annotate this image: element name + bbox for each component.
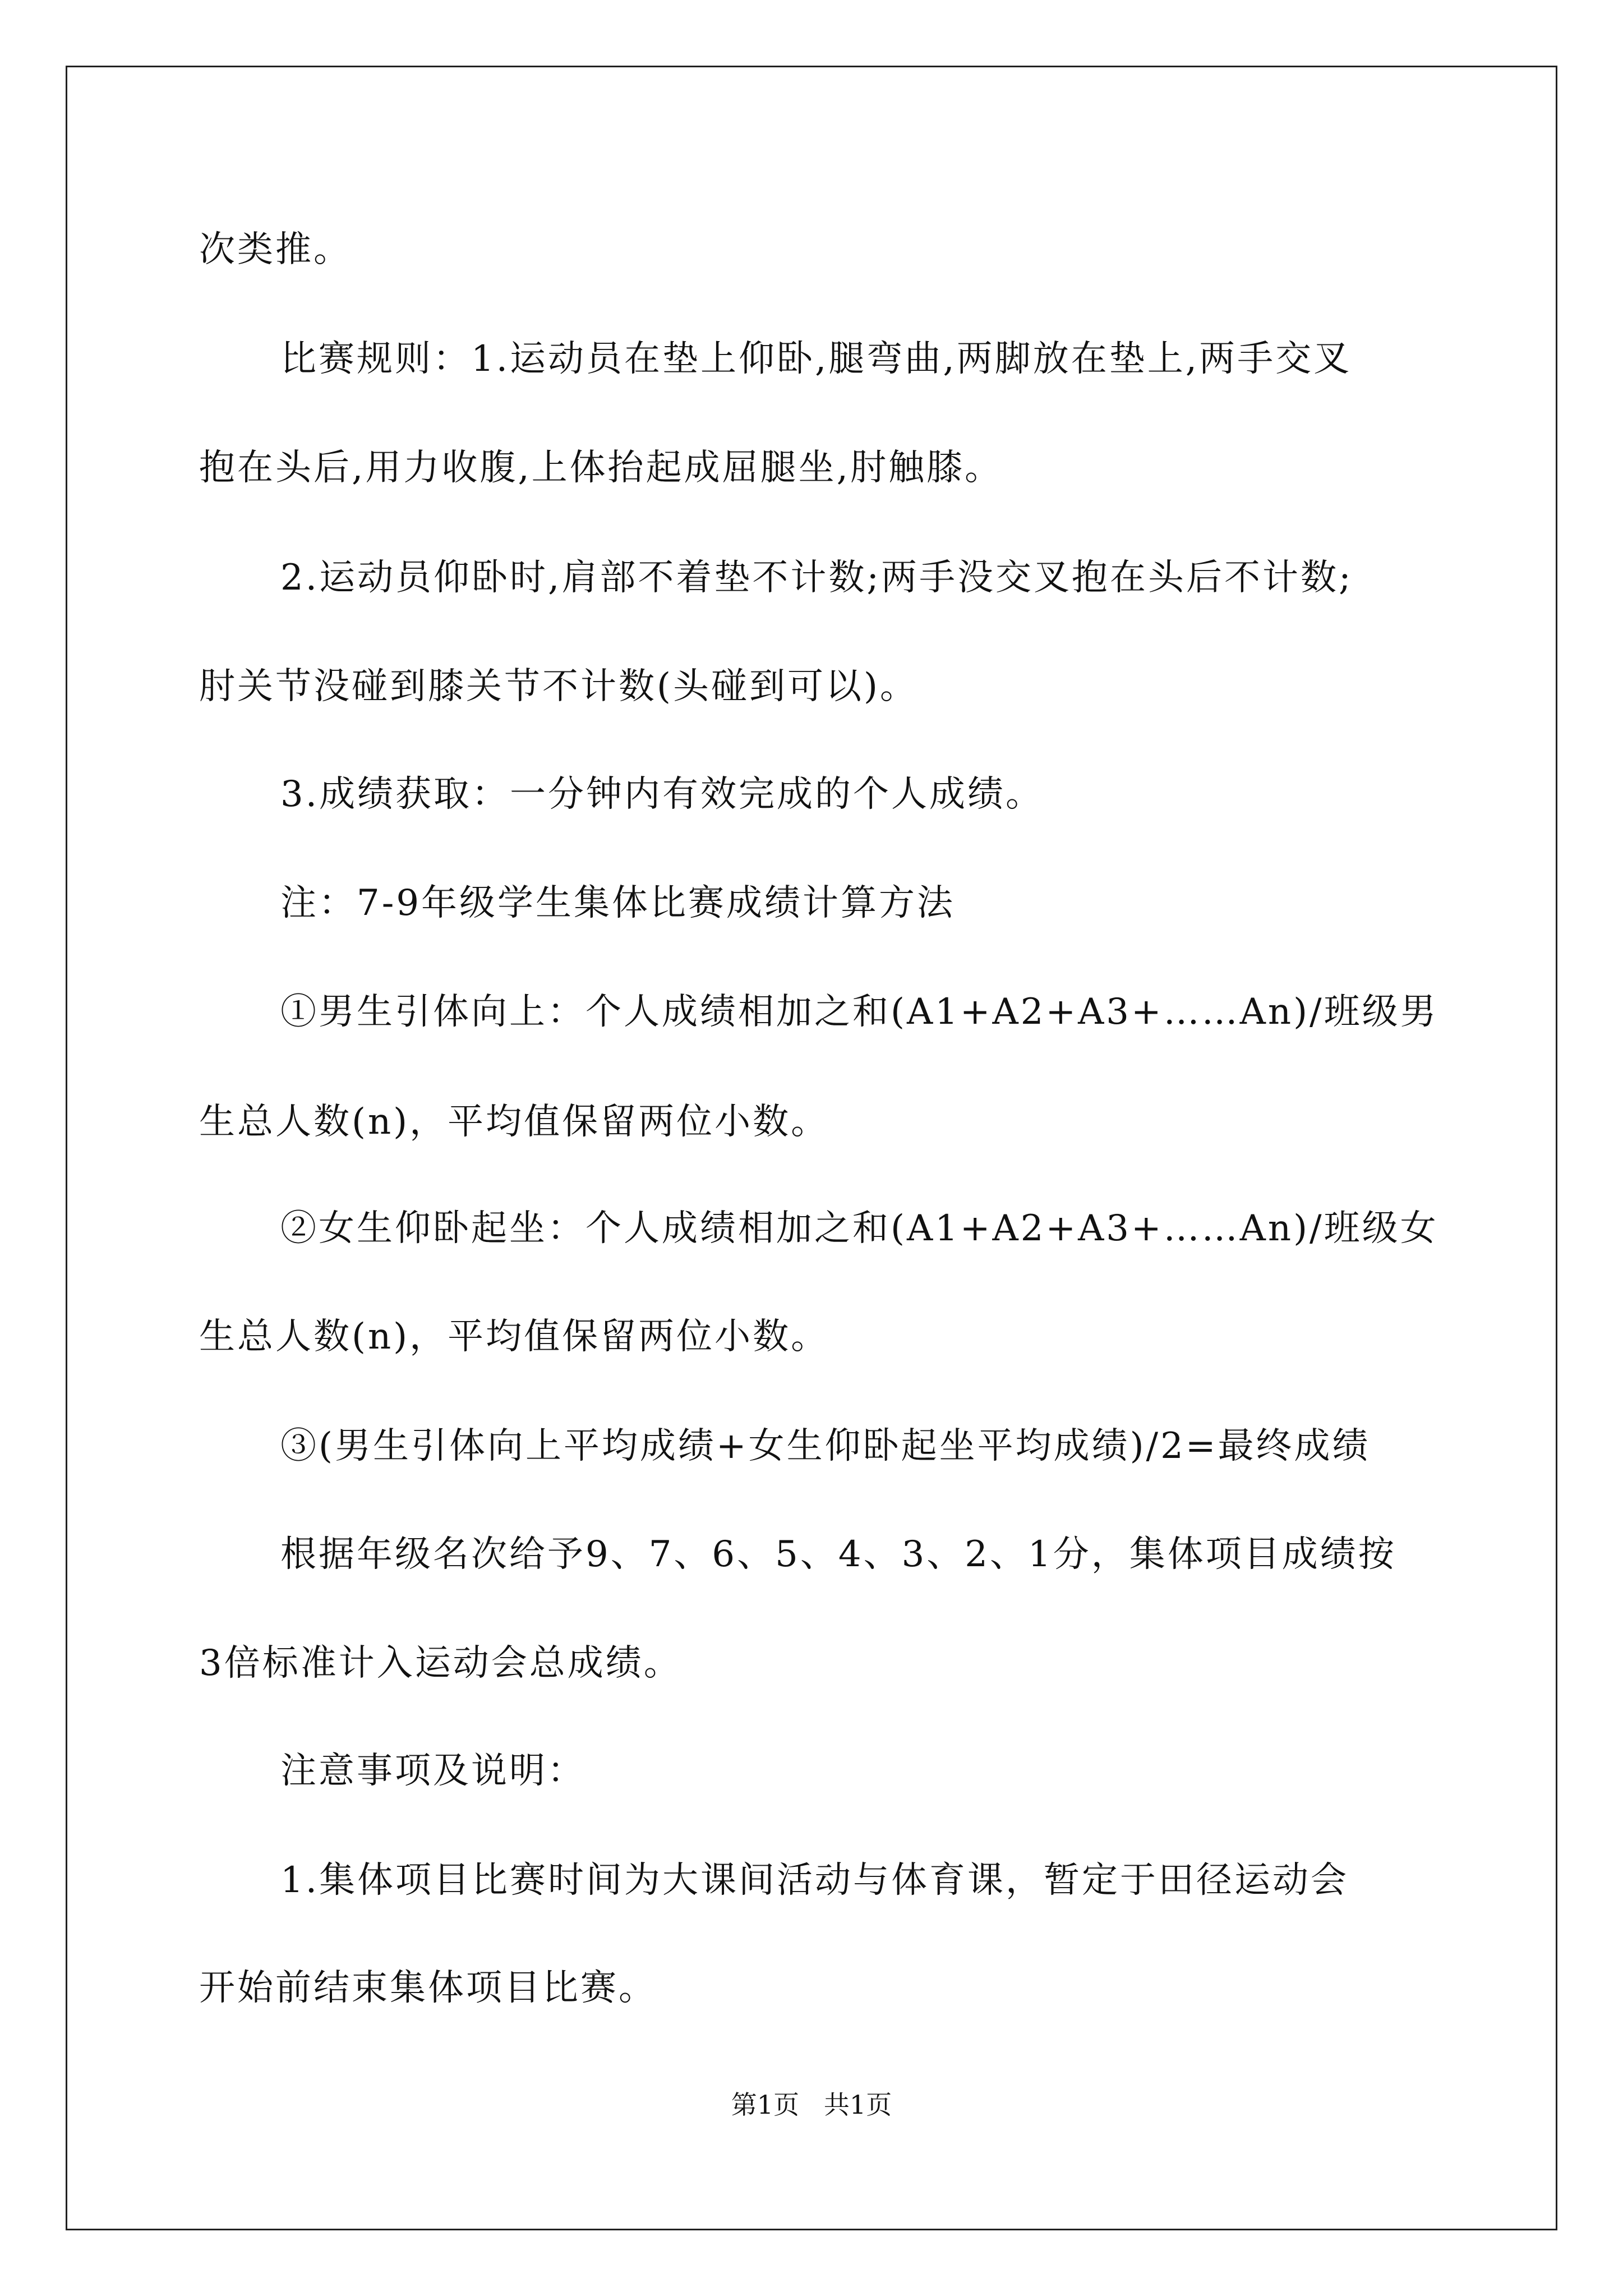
- text-line: 3倍标准计入运动会总成绩。: [199, 1642, 682, 1684]
- text-line: 注：7-9年级学生集体比赛成绩计算方法: [280, 882, 956, 924]
- text-line: 抱在头后,用力收腹,上体抬起成屈腿坐,肘触膝。: [199, 447, 1003, 489]
- text-line: 开始前结束集体项目比赛。: [199, 1967, 657, 2009]
- page-number-footer: 第1页 共1页: [731, 2090, 892, 2120]
- text-line: 1.集体项目比赛时间为大课间活动与体育课，暂定于田径运动会: [280, 1860, 1349, 1901]
- text-line: 次类推。: [199, 229, 352, 270]
- text-line: ③(男生引体向上平均成绩+女生仰卧起坐平均成绩)/2=最终成绩: [280, 1425, 1371, 1467]
- text-line: 肘关节没碰到膝关节不计数(头碰到可以)。: [199, 666, 918, 707]
- text-line: ②女生仰卧起坐：个人成绩相加之和(A1+A2+A3+……An)/班级女: [280, 1208, 1438, 1249]
- text-line: ①男生引体向上：个人成绩相加之和(A1+A2+A3+……An)/班级男: [280, 991, 1438, 1033]
- text-line: 比赛规则：1.运动员在垫上仰卧,腿弯曲,两脚放在垫上,两手交叉: [280, 338, 1352, 380]
- text-line: 生总人数(n)，平均值保留两位小数。: [199, 1101, 829, 1143]
- text-line: 根据年级名次给予9、7、6、5、4、3、2、1分，集体项目成绩按: [280, 1534, 1396, 1575]
- text-line: 3.成绩获取：一分钟内有效完成的个人成绩。: [280, 774, 1044, 815]
- page-border: [66, 66, 1557, 2230]
- text-line: 2.运动员仰卧时,肩部不着垫不计数;两手没交叉抱在头后不计数;: [280, 557, 1353, 599]
- text-line: 注意事项及说明：: [280, 1750, 585, 1792]
- text-line: 生总人数(n)，平均值保留两位小数。: [199, 1316, 829, 1358]
